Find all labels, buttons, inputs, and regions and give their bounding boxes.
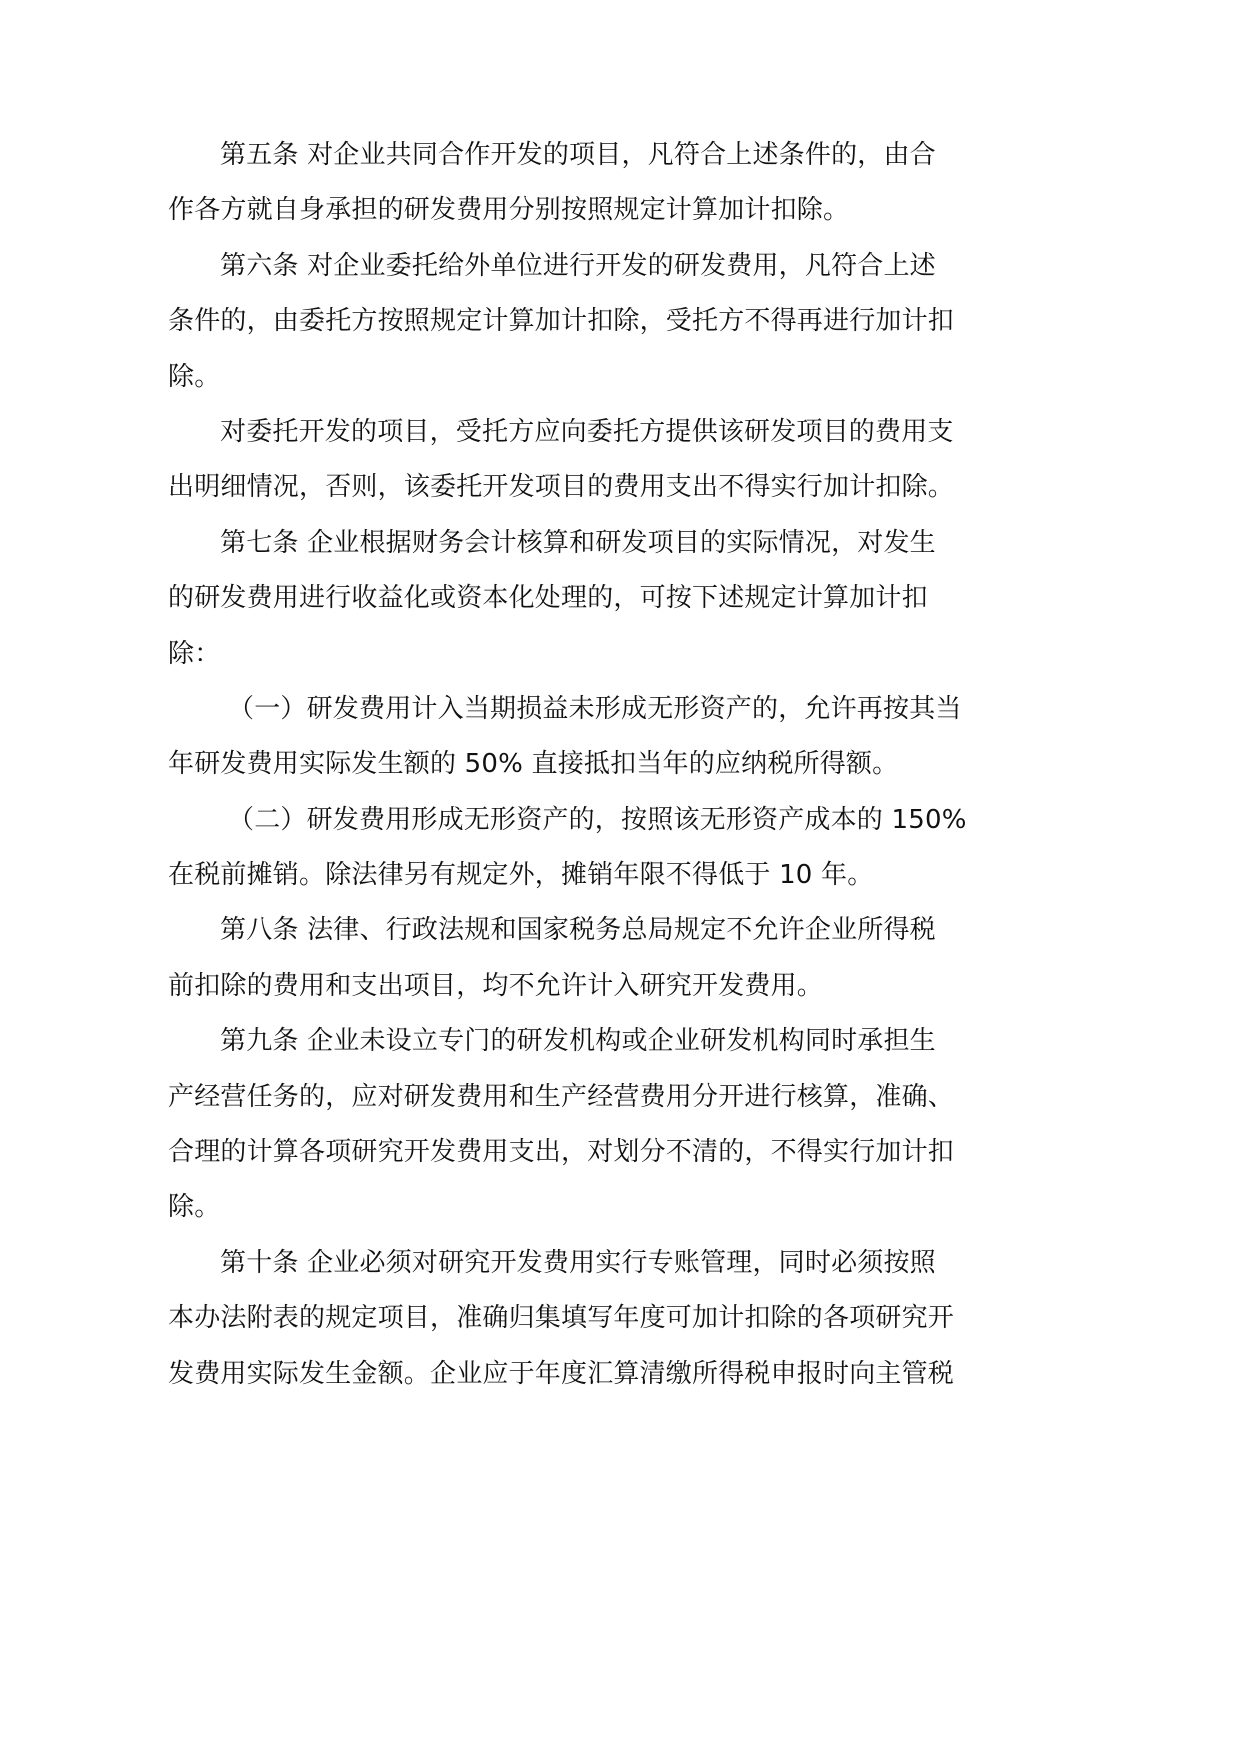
- text-line: 对委托开发的项目，受托方应向委托方提供该研发项目的费用支: [220, 416, 954, 447]
- text-line: 年研发费用实际发生额的 50% 直接抵扣当年的应纳税所得额。: [168, 749, 899, 780]
- text-line: 出明细情况，否则，该委托开发项目的费用支出不得实行加计扣除。: [168, 472, 955, 503]
- document-body: [168, 128, 967, 1402]
- text-line: 除：: [168, 638, 221, 669]
- text-line: 条件的，由委托方按照规定计算加计扣除，受托方不得再进行加计扣: [168, 306, 955, 337]
- text-line: 在税前摊销。除法律另有规定外，摊销年限不得低于 10 年。: [168, 860, 874, 891]
- text-line: 第八条 法律、行政法规和国家税务总局规定不允许企业所得税: [220, 915, 936, 946]
- text-line: 第五条 对企业共同合作开发的项目，凡符合上述条件的，由合: [220, 140, 936, 170]
- text-line: 作各方就自身承担的研发费用分别按照规定计算加计扣除。: [168, 195, 850, 226]
- text-line: 本办法附表的规定项目，准确归集填写年度可加计扣除的各项研究开: [168, 1303, 955, 1334]
- text-line: （二）研发费用形成无形资产的，按照该无形资产成本的 150%: [228, 804, 967, 835]
- text-line: 前扣除的费用和支出项目，均不允许计入研究开发费用。: [168, 970, 824, 1001]
- text-line: 的研发费用进行收益化或资本化处理的，可按下述规定计算加计扣: [168, 583, 928, 614]
- text-line: （一）研发费用计入当期损益未形成无形资产的，允许再按其当: [228, 693, 962, 724]
- text-line: 除。: [168, 361, 221, 392]
- text-line: 第七条 企业根据财务会计核算和研发项目的实际情况，对发生: [220, 527, 936, 558]
- text-line: 发费用实际发生金额。企业应于年度汇算清缴所得税申报时向主管税: [168, 1358, 955, 1389]
- text-line: 产经营任务的，应对研发费用和生产经营费用分开进行核算，准确、: [168, 1081, 955, 1112]
- text-line: 除。: [168, 1192, 221, 1223]
- text-line: 合理的计算各项研究开发费用支出，对划分不清的，不得实行加计扣: [168, 1137, 955, 1168]
- text-line: 第十条 企业必须对研究开发费用实行专账管理，同时必须按照: [220, 1247, 936, 1278]
- text-line: 第九条 企业未设立专门的研发机构或企业研发机构同时承担生: [220, 1026, 936, 1057]
- text-line: 第六条 对企业委托给外单位进行开发的研发费用，凡符合上述: [220, 250, 936, 281]
